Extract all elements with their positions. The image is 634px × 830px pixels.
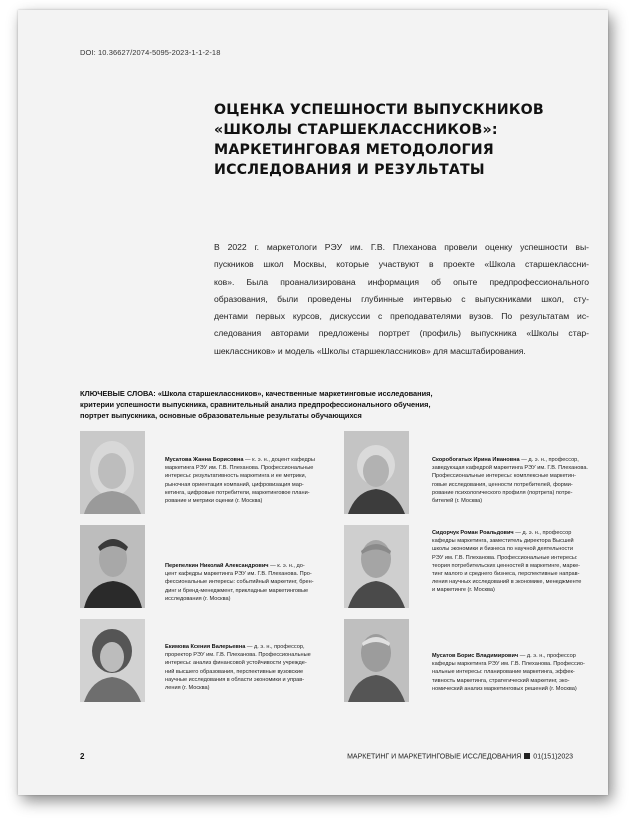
journal-footer: [347, 753, 573, 761]
author-photo: [344, 619, 409, 702]
bio-line: — д. э. н., профессор: [513, 530, 572, 536]
author-name: Перепелкин Николай Александрович: [165, 563, 269, 569]
bio-line: заведующая кафедрой маркетинга РЭУ им. Г.В. Плеханова.: [432, 465, 588, 472]
author-bio: [432, 456, 604, 505]
bio-line: научные исследования в области экономики и управ-: [165, 676, 305, 683]
bio-line: — д. э. н., профессор,: [519, 457, 579, 463]
bio-line: проректор РЭУ им. Г.В. Плеханова. Профессиональные: [165, 652, 311, 659]
bio-line: цент кафедры маркетинга РЭУ им. Г.В. Плеханова. Про-: [165, 571, 312, 578]
bio-line: кафедры маркетинга, заместитель директора Высшей: [432, 538, 574, 545]
bio-line: тивность маркетинга, стратегический маркетинг, эко-: [432, 677, 570, 684]
bio-line: нальные интересы: планирование маркетинга, эффек-: [432, 669, 575, 676]
abstract: [214, 239, 589, 360]
square-separator-icon: [524, 753, 530, 759]
keywords-line: критерии успешности выпускника, сравнительный анализ предпрофессионального обучения,: [80, 400, 431, 409]
bio-line: рование психологического профиля (портрета) потре-: [432, 489, 573, 496]
author-name: Сидорчук Роман Роальдович: [432, 530, 514, 536]
bio-line: ний высшего образования, перспективные вузовские: [165, 668, 304, 675]
page-number: 2: [80, 752, 85, 761]
author-bio: [165, 643, 337, 692]
bio-line: интересы: анализ финансовой устойчивости учрежде-: [165, 660, 307, 667]
bio-line: динг и бренд-менеджмент, прикладные маркетинговые: [165, 587, 309, 594]
keywords-line: [80, 388, 480, 399]
bio-line: кафедры маркетинга РЭУ им. Г.В. Плеханова. Профессио-: [432, 661, 585, 668]
bio-line: бителей (г. Москва): [432, 498, 483, 505]
author-bio: [432, 529, 604, 595]
journal-issue: 01(151)2023: [533, 753, 573, 761]
abstract-line: образования, были проведены глубинные интервью с выпускниками школ, сту-: [214, 293, 589, 304]
bio-line: Профессиональные интересы: комплексные маркетин-: [432, 473, 577, 480]
title-line: ИССЛЕДОВАНИЯ И РЕЗУЛЬТАТЫ: [214, 162, 485, 178]
title-line: ОЦЕНКА УСПЕШНОСТИ ВЫПУСКНИКОВ: [214, 102, 544, 118]
bio-line: — к. э. н., до-: [268, 563, 305, 569]
bio-line: и маркетинге (г. Москва): [432, 587, 495, 594]
journal-page: [18, 10, 608, 795]
author-name: Скоробогатых Ирина Ивановна: [432, 457, 520, 463]
bio-line: кетинга, цифровые потребители, маркетинговое плани-: [165, 489, 310, 496]
abstract-line: ков». Была проанализирована информация об опыте предпрофессионального: [214, 276, 589, 287]
bio-line: интересы: результативность маркетинга и ее метрики,: [165, 473, 307, 480]
author-bio: [165, 456, 337, 505]
bio-line: теория потребительских ценностей в маркетинге, марке-: [432, 562, 581, 569]
bio-line: рыночная ориентация компаний, цифровизация мар-: [165, 481, 304, 488]
article-title: [214, 100, 544, 180]
journal-name: МАРКЕТИНГ И МАРКЕТИНГОВЫЕ ИССЛЕДОВАНИЯ: [347, 753, 522, 761]
keywords: [80, 388, 480, 421]
bio-line: фессиональные интересы: событийный маркетинг, брен-: [165, 579, 314, 586]
bio-line: исследования (г. Москва): [165, 595, 231, 602]
abstract-line: В 2022 г. маркетологи РЭУ им. Г.В. Плеханова провели оценку успешности вы-: [214, 242, 589, 252]
author-photo: [344, 431, 409, 514]
author-name: Екимова Ксения Валерьевна: [165, 644, 246, 650]
bio-line: — д. э. н., профессор: [518, 653, 576, 659]
keywords-text: «Школа старшеклассников», качественные маркетинговые исследования,: [155, 389, 433, 398]
bio-line: РЭУ им. Г.В. Плеханова. Профессиональные интересы:: [432, 554, 578, 561]
abstract-line: пускников школ Москвы, которые участвуют в проекте «Школа старшеклассни-: [214, 259, 589, 270]
abstract-line: шеклассников» и модель «Школы старшеклассников» для масштабирования.: [214, 345, 526, 356]
bio-line: ления (г. Москва): [165, 685, 210, 692]
author-photo: [344, 525, 409, 608]
abstract-line: следования авторами предложены портрет (профиль) выпускника «Школы стар-: [214, 328, 589, 339]
abstract-line: дентами первых курсов, дискуссии с преподавателями вузов. По результатам ис-: [214, 311, 589, 322]
author-photo: [80, 525, 145, 608]
title-line: МАРКЕТИНГОВАЯ МЕТОДОЛОГИЯ: [214, 142, 494, 158]
author-bio: [432, 652, 604, 693]
doi-label: DOI: 10.36627/2074-5095-2023-1-1-2-18: [80, 48, 221, 57]
bio-line: говые исследования, ценности потребителей, форми-: [432, 481, 573, 488]
bio-line: рование и метрики оценки (г. Москва): [165, 498, 263, 505]
author-photo: [80, 619, 145, 702]
bio-line: ления научных исследований в экономике, менеджменте: [432, 579, 582, 586]
bio-line: тинг малого и среднего бизнеса, перспективные направ-: [432, 571, 580, 578]
title-line: «ШКОЛЫ СТАРШЕКЛАССНИКОВ»:: [214, 122, 498, 138]
bio-line: — к. э. н., доцент кафедры: [243, 457, 315, 463]
bio-line: — д. э. н., профессор,: [245, 644, 305, 650]
bio-line: номический анализ маркетинговых решений (г. Москва): [432, 685, 577, 692]
author-bio: [165, 562, 337, 603]
bio-line: маркетинга РЭУ им. Г.В. Плеханова. Профессиональные: [165, 465, 314, 472]
author-name: Мусатов Борис Владимирович: [432, 653, 519, 659]
author-photo: [80, 431, 145, 514]
author-name: Мусатова Жанна Борисовна: [165, 457, 244, 463]
bio-line: школы экономики и бизнеса по научной деятельности: [432, 546, 573, 553]
keywords-label: КЛЮЧЕВЫЕ СЛОВА:: [80, 389, 156, 398]
keywords-line: портрет выпускника, основные образовательные результаты обучающихся: [80, 411, 362, 420]
